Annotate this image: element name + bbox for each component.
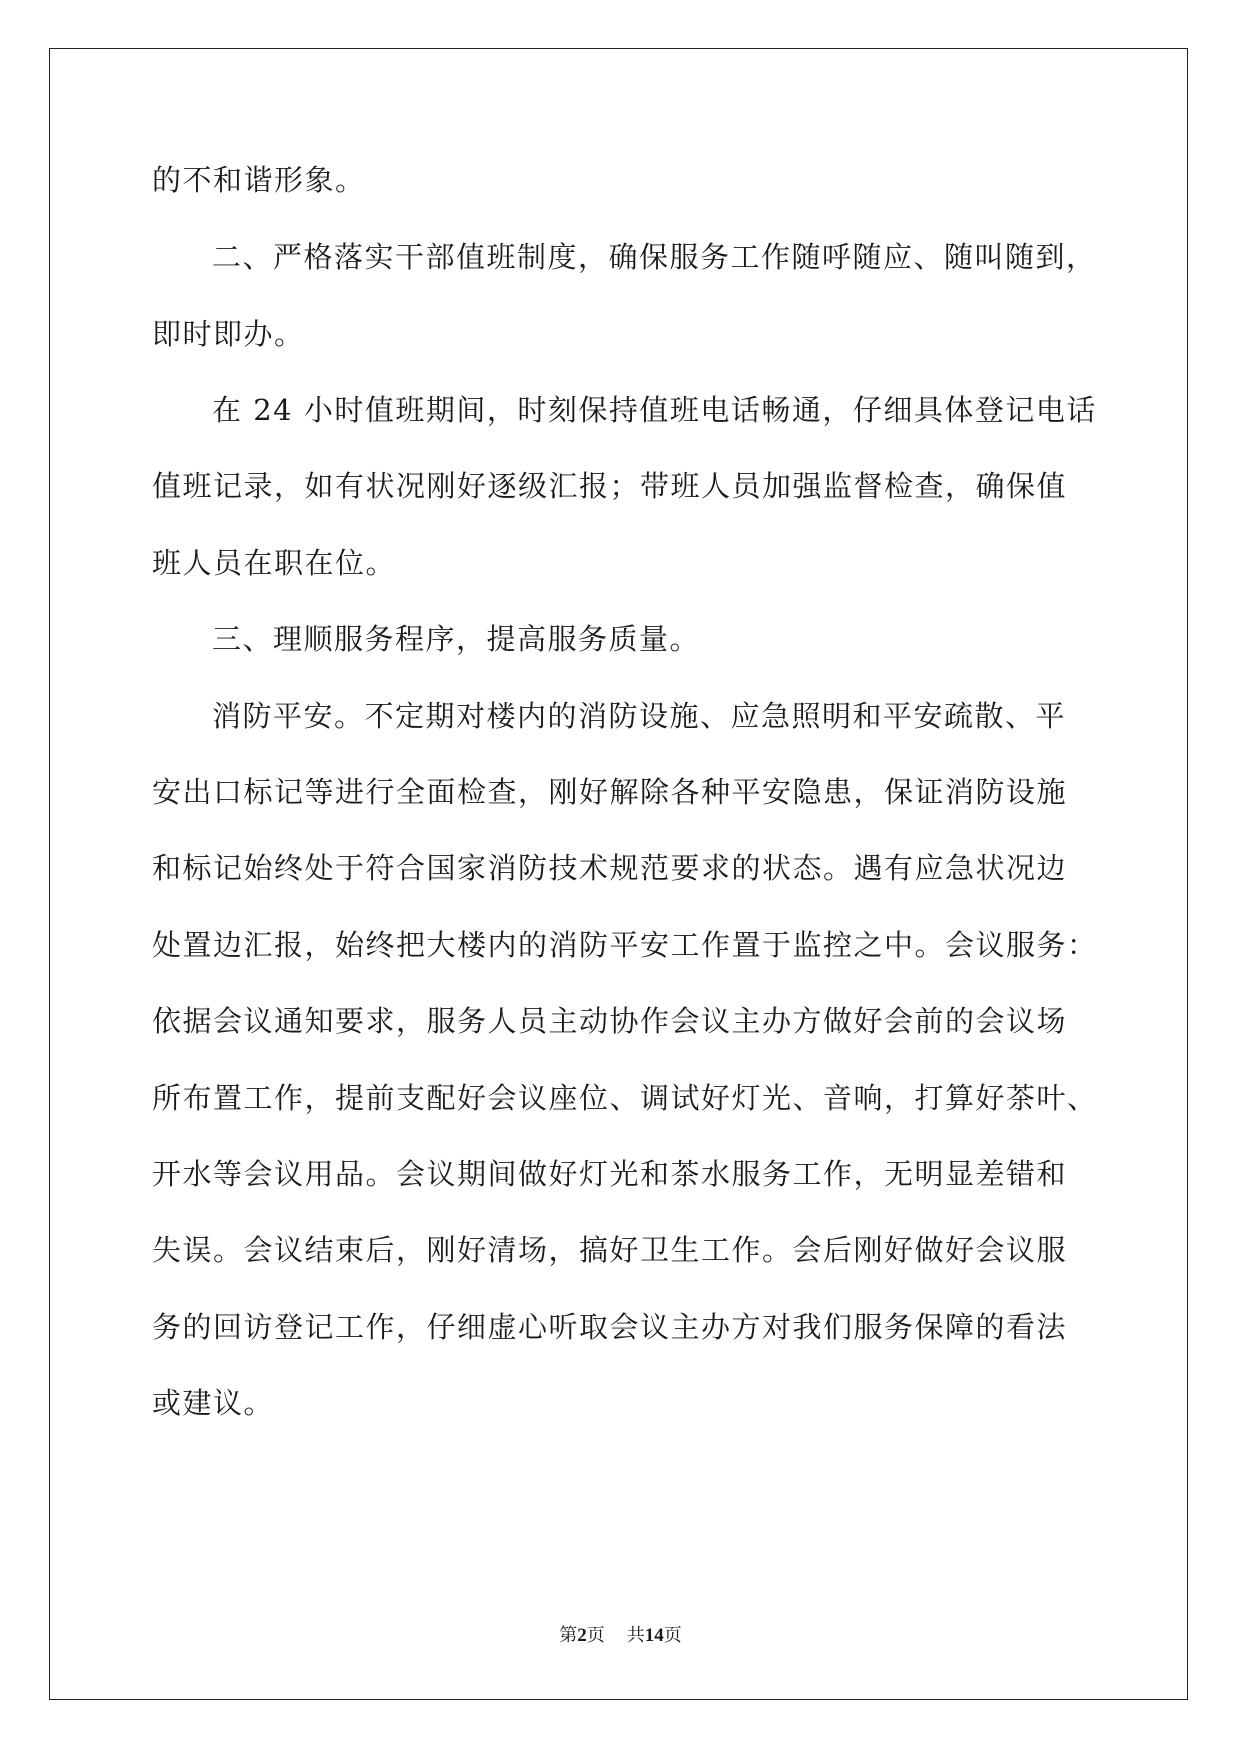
text-line: 或建议。 [152, 1386, 275, 1420]
text-line: 值班记录，如有状况刚好逐级汇报；带班人员加强监督检查，确保值 [152, 469, 1068, 503]
text-line: 所布置工作，提前支配好会议座位、调试好灯光、音响，打算好茶叶、 [152, 1081, 1098, 1115]
text-line: 即时即办。 [152, 317, 305, 351]
text-line: 三、理顺服务程序，提高服务质量。 [212, 622, 701, 656]
current-page-number: 2 [577, 1625, 587, 1646]
footer-page-suffix: 页 [586, 1625, 605, 1646]
text-line: 和标记始终处于符合国家消防技术规范要求的状态。遇有应急状况边 [152, 851, 1068, 885]
footer-total-suffix: 页 [663, 1625, 682, 1646]
text-line: 二、严格落实干部值班制度，确保服务工作随呼随应、随叫随到， [212, 240, 1097, 274]
text-line: 班人员在职在位。 [152, 546, 397, 580]
footer-prefix: 第 [559, 1625, 578, 1646]
text-line: 依据会议通知要求，服务人员主动协作会议主办方做好会前的会议场 [152, 1004, 1068, 1038]
text-line: 务的回访登记工作，仔细虚心听取会议主办方对我们服务保障的看法 [152, 1310, 1068, 1344]
text-line: 安出口标记等进行全面检查，刚好解除各种平安隐患，保证消防设施 [152, 775, 1068, 809]
page-footer [0, 1621, 1241, 1647]
text-line: 消防平安。不定期对楼内的消防设施、应急照明和平安疏散、平 [212, 699, 1067, 733]
text-line: 的不和谐形象。 [152, 163, 366, 197]
footer-total-prefix: 共 [626, 1625, 645, 1646]
total-page-number: 14 [644, 1625, 664, 1646]
text-line: 处置边汇报，始终把大楼内的消防平安工作置于监控之中。会议服务： [152, 928, 1098, 962]
text-line: 失误。会议结束后，刚好清场，搞好卫生工作。会后刚好做好会议服 [152, 1233, 1068, 1267]
text-line: 在 24 小时值班期间，时刻保持值班电话畅通，仔细具体登记电话 [212, 393, 1097, 427]
text-line: 开水等会议用品。会议期间做好灯光和茶水服务工作，无明显差错和 [152, 1157, 1068, 1191]
